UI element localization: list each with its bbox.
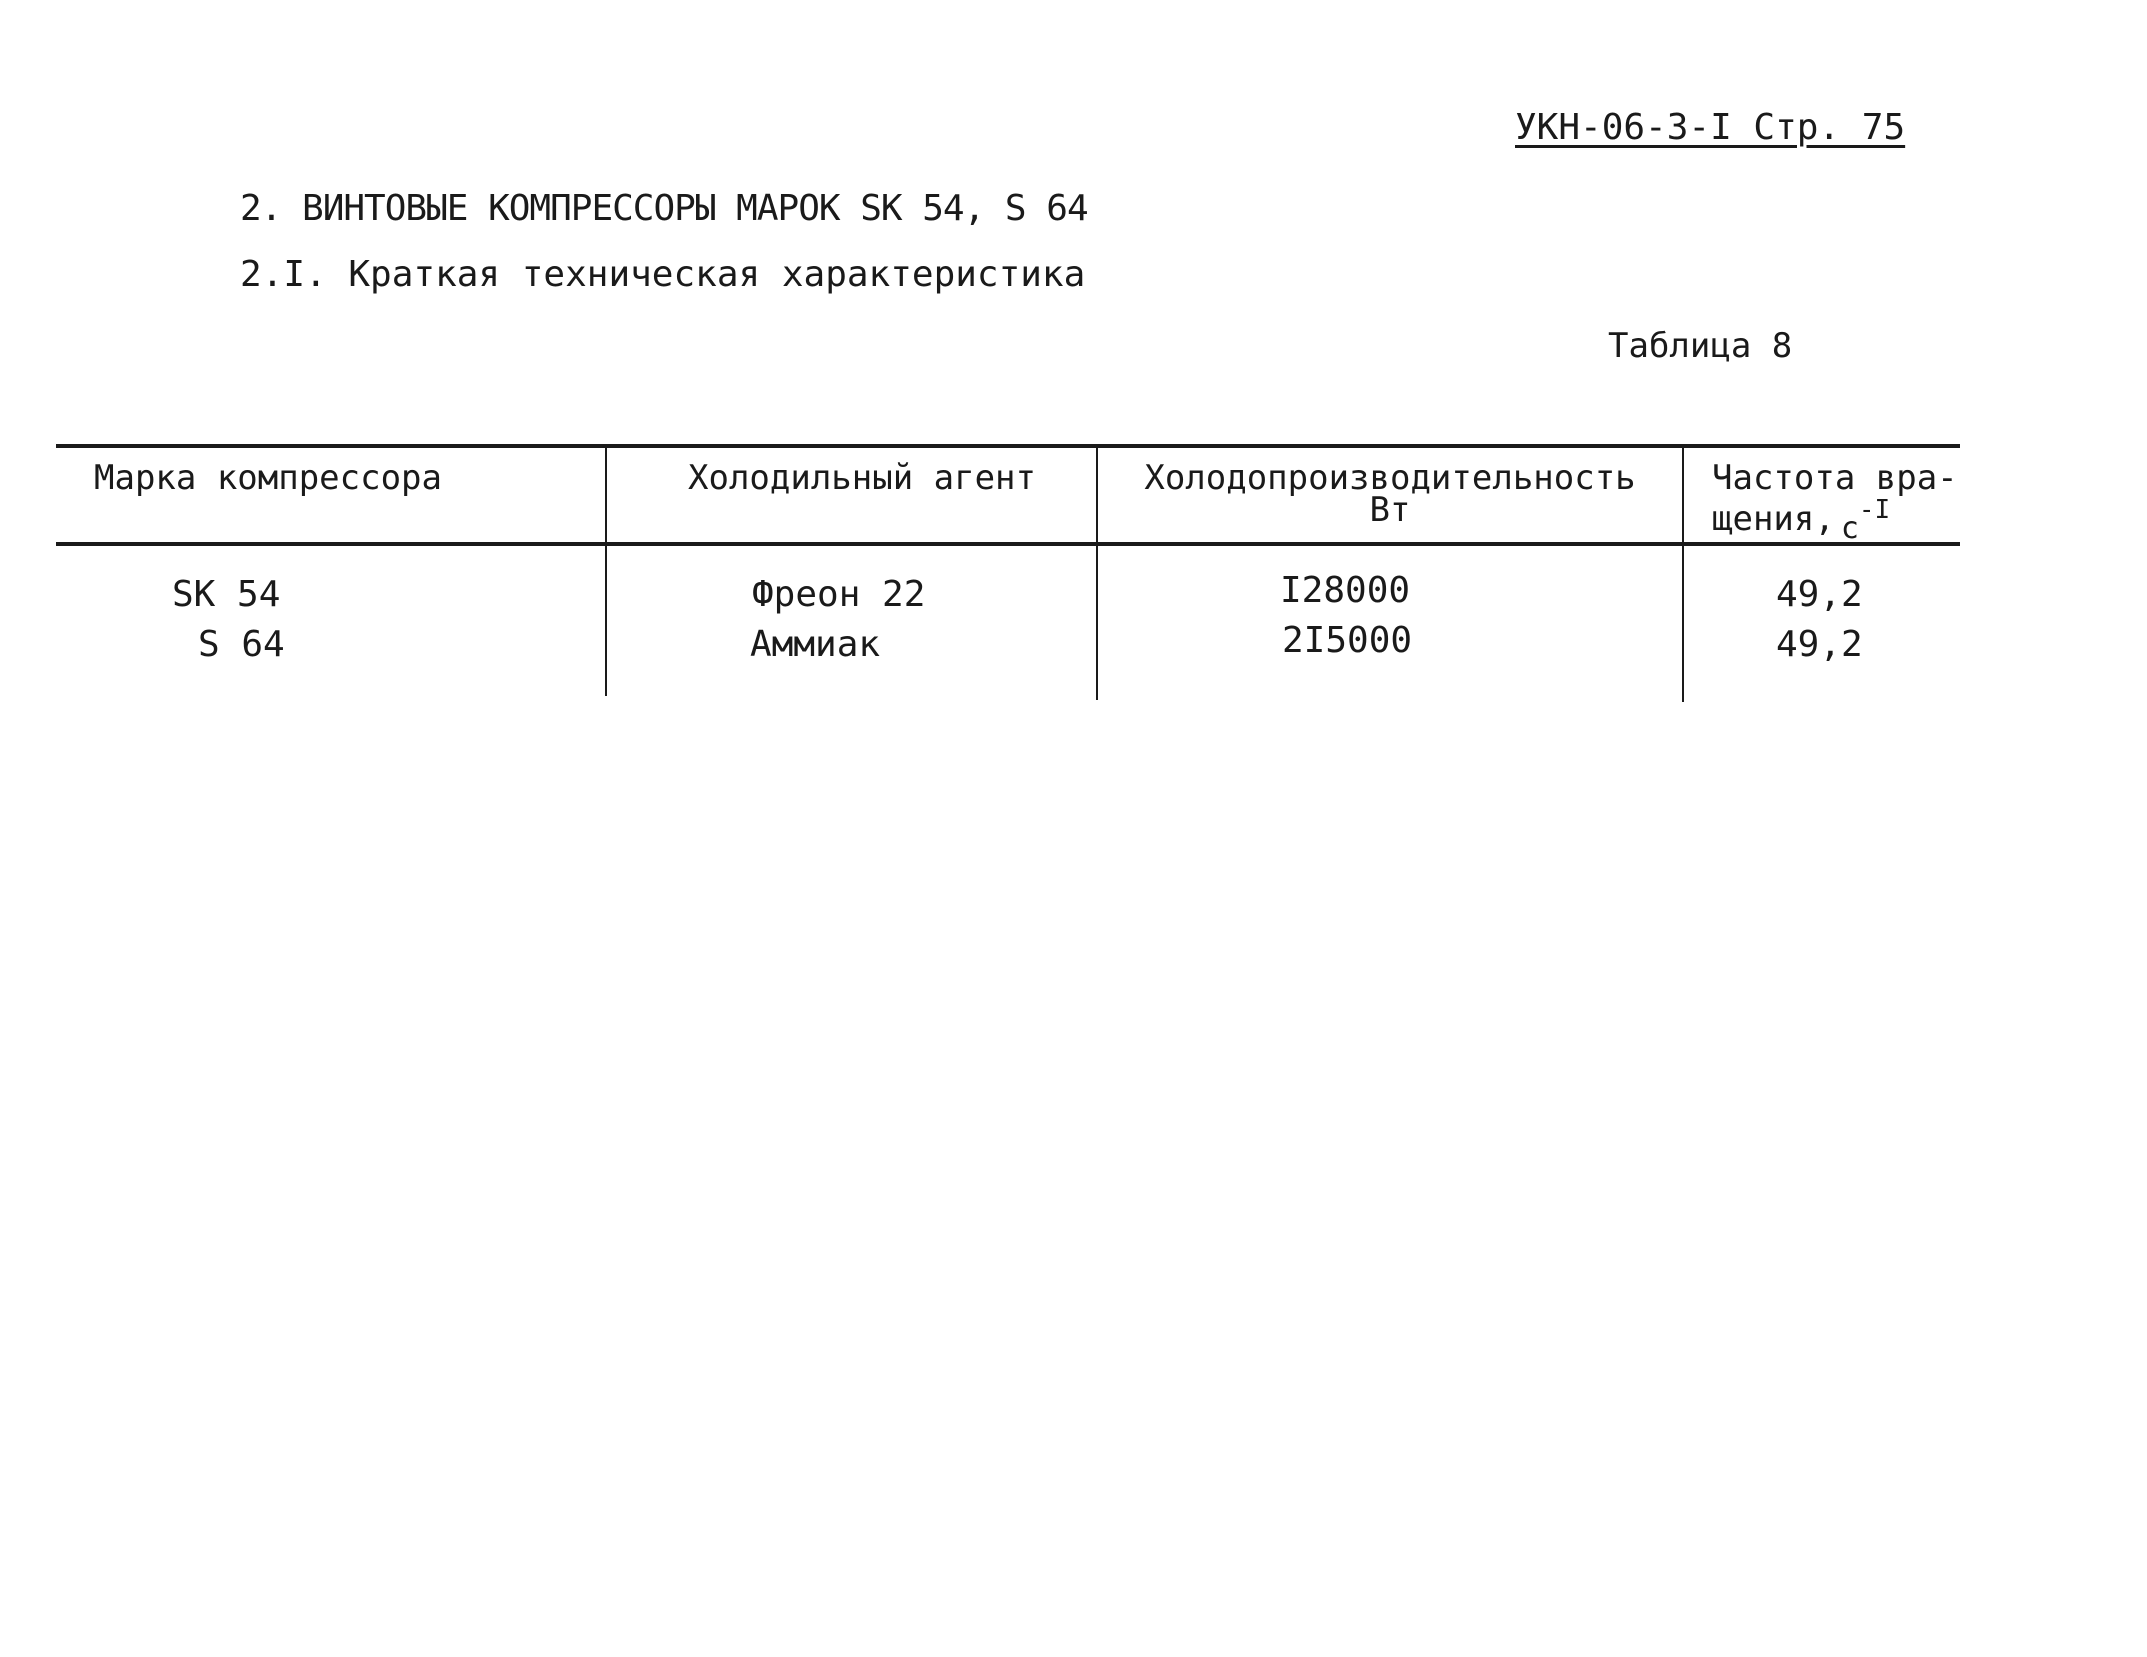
table-top-rule [56, 444, 1960, 448]
cell-frequency: 49,2 [1776, 574, 1863, 615]
header-frequency [1712, 458, 1958, 546]
header-refrigerant: Холодильный агент [688, 458, 1036, 498]
section-heading: 2. ВИНТОВЫЕ КОМПРЕССОРЫ МАРОК SK 54, S 64 [240, 188, 1088, 229]
column-divider [605, 446, 607, 696]
document-code: УКН-06-3-I Стр. 75 [1515, 107, 1906, 148]
cell-capacity: I28000 [1280, 570, 1411, 611]
column-divider [1096, 444, 1098, 700]
subsection-heading: 2.I. Краткая техническая характеристика [240, 254, 1086, 295]
table-header-rule [56, 542, 1960, 546]
header-frequency-line2 [1712, 494, 1958, 545]
header-capacity-unit: Вт [1369, 490, 1411, 530]
table-caption: Таблица 8 [1608, 326, 1793, 366]
column-divider [1682, 444, 1684, 702]
cell-brand: SK 54 [172, 574, 281, 615]
header-frequency-exponent: -I [1858, 495, 1891, 525]
cell-capacity: 2I5000 [1282, 620, 1413, 661]
cell-refrigerant: Фреон 22 [752, 574, 926, 615]
header-capacity [1110, 458, 1670, 530]
header-frequency-label: щения, [1712, 499, 1835, 539]
cell-refrigerant: Аммиак [750, 624, 881, 665]
header-brand: Марка компрессора [94, 458, 442, 498]
cell-frequency: 49,2 [1776, 624, 1863, 665]
header-frequency-line1: Частота вра- [1712, 458, 1958, 498]
cell-brand: S 64 [198, 624, 285, 665]
header-capacity-title: Холодопроизводительность [1144, 458, 1636, 498]
header-frequency-unit: с [1840, 511, 1859, 546]
